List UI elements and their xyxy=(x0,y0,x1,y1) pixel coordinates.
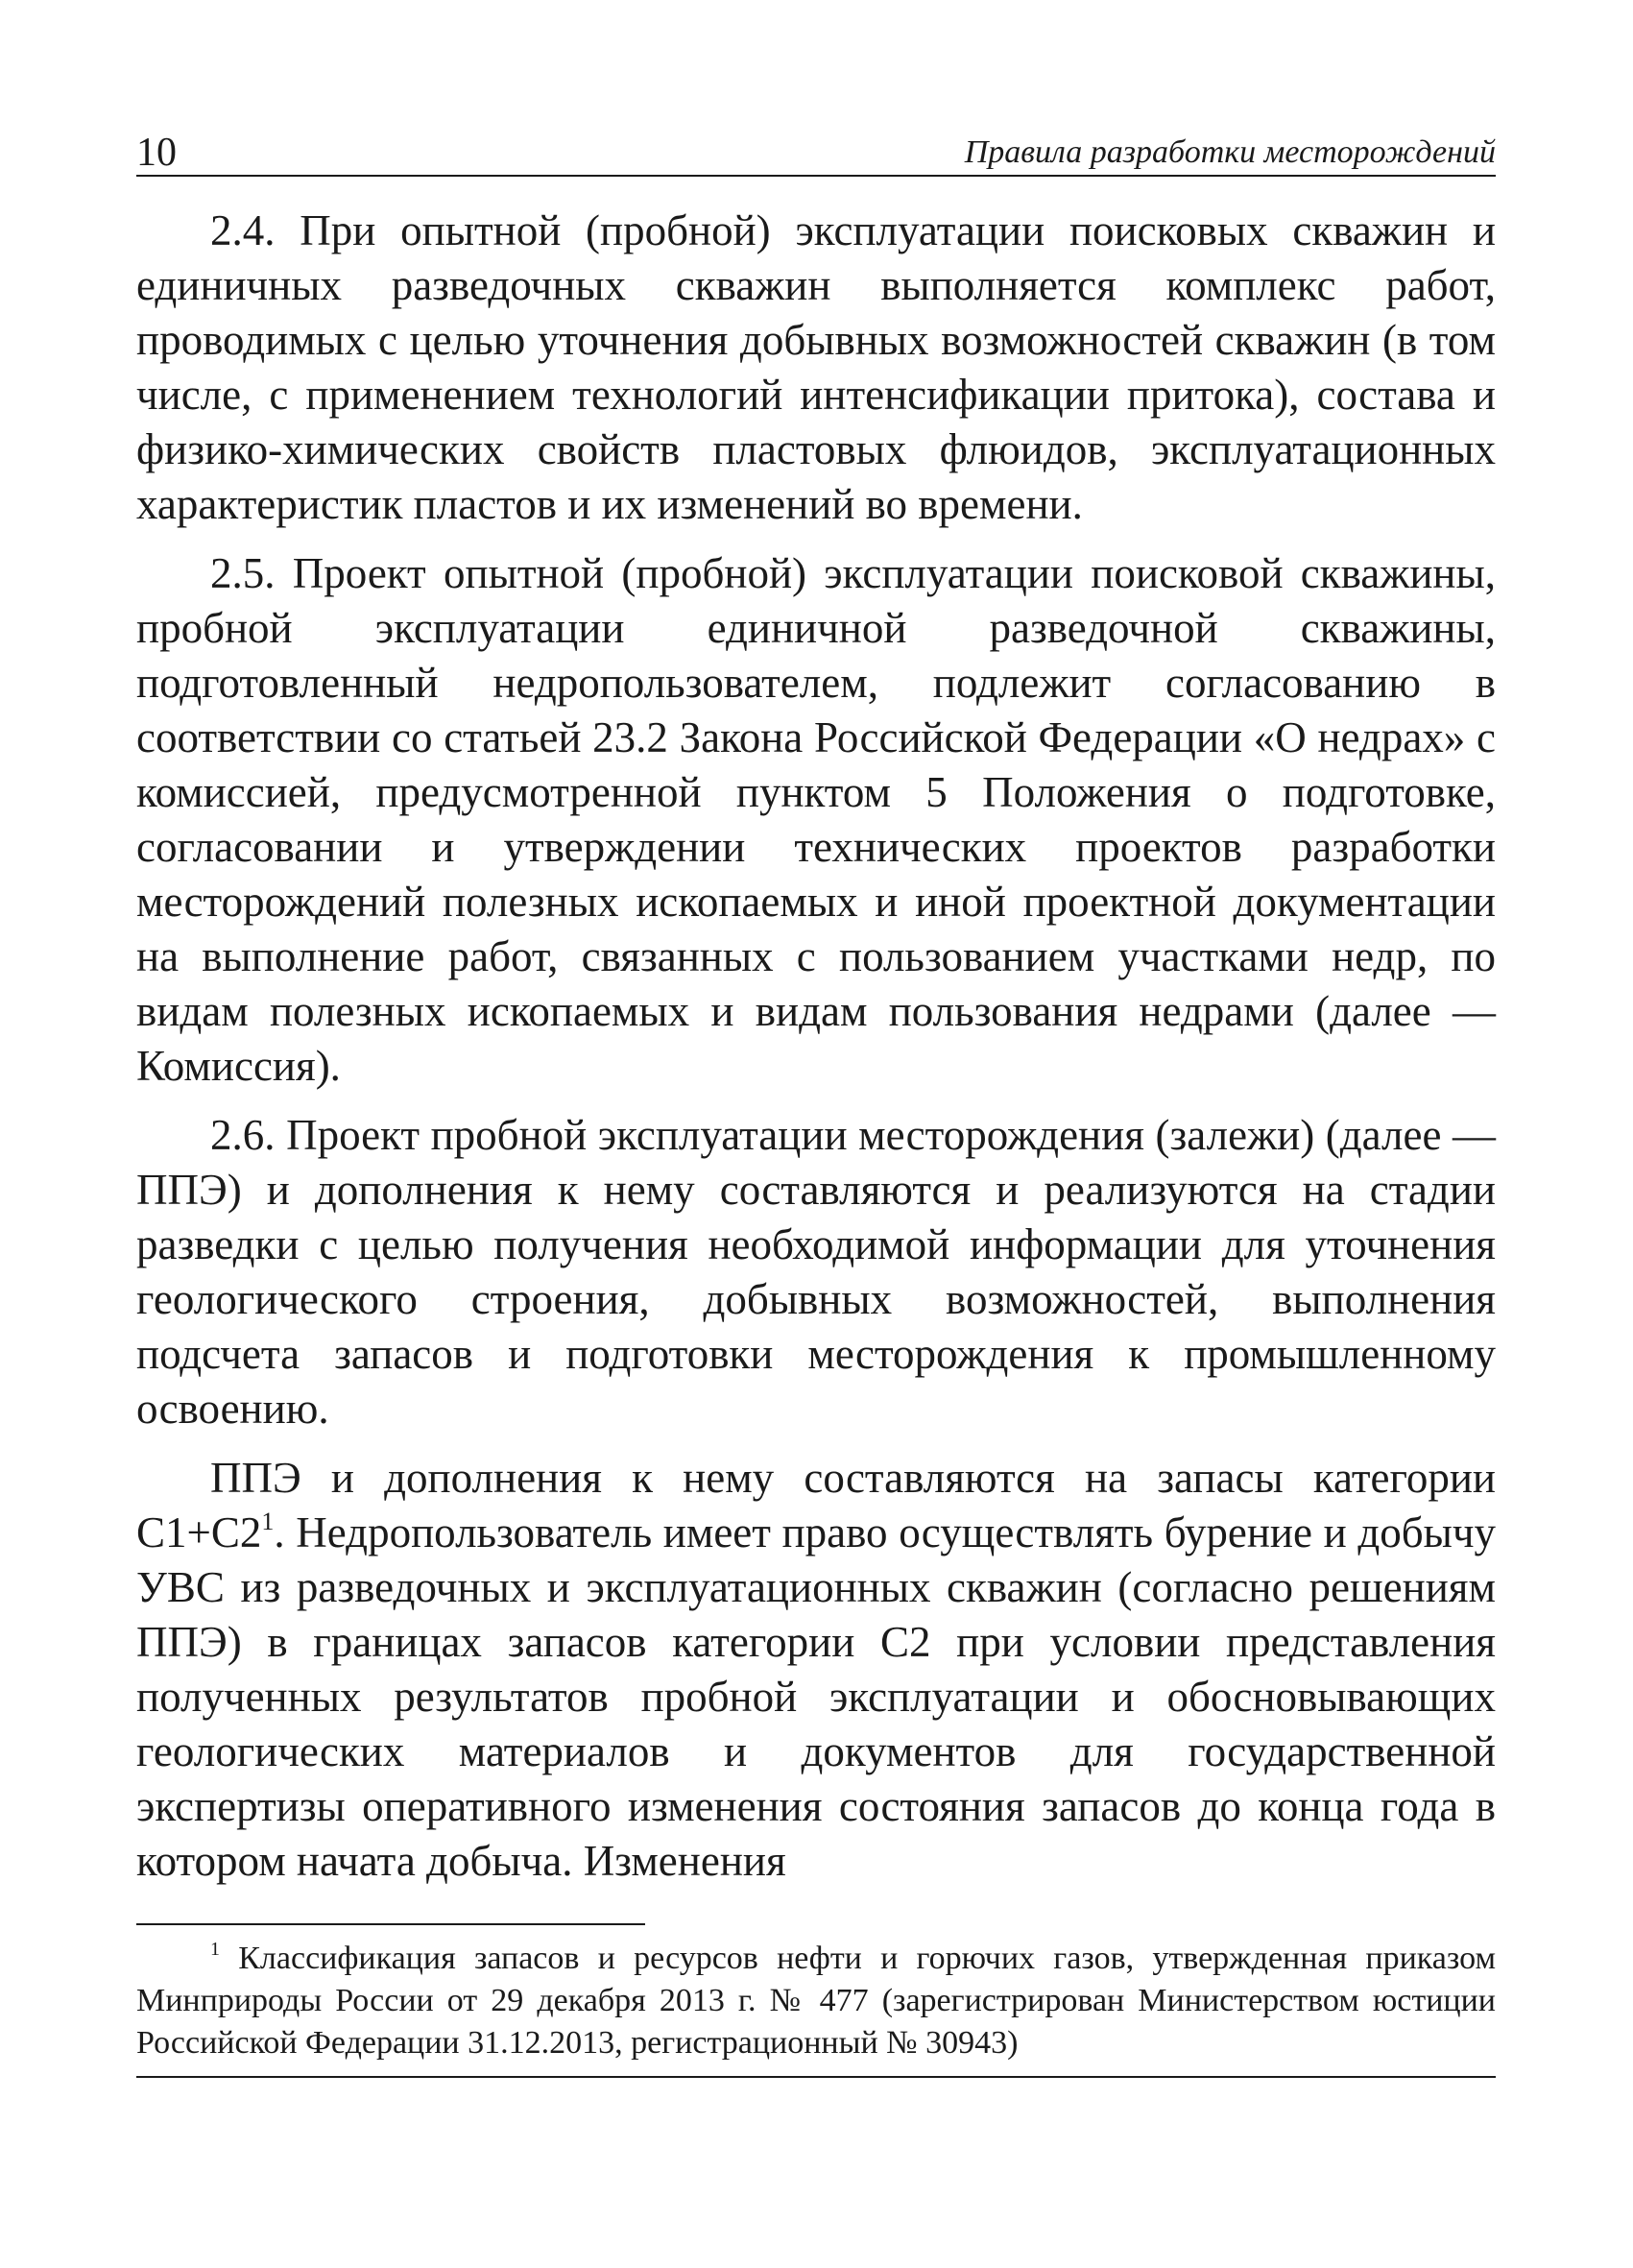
paragraph-2-6: 2.6. Проект пробной эксплуатации месторождения (залежи) (далее — ППЭ) и дополнения к нему составляются и реализуются на стадии разведки с целью получения необходимой информации для уточнения геологического строения, добывных возможностей, выполнения подсчета запасов и подготовки месторождения к промышленному освоению. xyxy=(136,1111,1496,1433)
paragraph-ppe-rest: . Недропользователь имеет право осуществлять бурение и добычу УВС из разведочных и эксплуатационных скважин (согласно решениям ППЭ) в границах запасов категории С2 при условии представления полученных результатов пробной эксплуатации и обосновывающих геологических материалов и документов для государственной экспертизы оперативного изменения состояния запасов до конца года в котором начата добыча. Изменения xyxy=(136,1508,1496,1885)
paragraph-ppe xyxy=(136,1451,1496,1889)
paragraph-2-4: 2.4. При опытной (пробной) эксплуатации поисковых скважин и единичных разведочных скважин выполняется комплекс работ, проводимых с целью уточнения добывных возможностей скважин (в том числе, с применением технологий интенсификации притока), состава и физико-химических свойств пластовых флюидов, эксплуатационных характеристик пластов и их изменений во времени. xyxy=(136,206,1496,528)
bottom-rule xyxy=(136,2076,1496,2078)
footnote-text: Классификация запасов и ресурсов нефти и горючих газов, утвержденная приказом Минприроды России от 29 декабря 2013 г. № 477 (зарегистрирован Министерством юстиции Российской Федерации 31.12.2013, регистрационный № 30943) xyxy=(136,1941,1496,2061)
footnote-separator xyxy=(136,1923,645,1925)
running-title: Правила разработки месторождений xyxy=(964,134,1496,170)
footnote xyxy=(136,1938,1496,2064)
body-text xyxy=(136,204,1496,1889)
page-header xyxy=(136,115,1496,177)
paragraph-ppe-start: ППЭ и дополнения к нему составляются на запасы категории С1+С2 xyxy=(136,1454,1496,1556)
page-number: 10 xyxy=(136,131,177,175)
footnote-reference: 1 xyxy=(261,1508,275,1535)
paragraph-2-5: 2.5. Проект опытной (пробной) эксплуатации поисковой скважины, пробной эксплуатации единичной разведочной скважины, подготовленный недропользователем, подлежит согласованию в соответствии со статьей 23.2 Закона Российской Федерации «О недрах» с комиссией, предусмотренной пунктом 5 Положения о подготовке, согласовании и утверждении технических проектов разработки месторождений полезных ископаемых и иной проектной документации на выполнение работ, связанных с пользованием участками недр, по видам полезных ископаемых и видам пользования недрами (далее — Комиссия). xyxy=(136,549,1496,1090)
footnote-marker: 1 xyxy=(210,1939,220,1960)
